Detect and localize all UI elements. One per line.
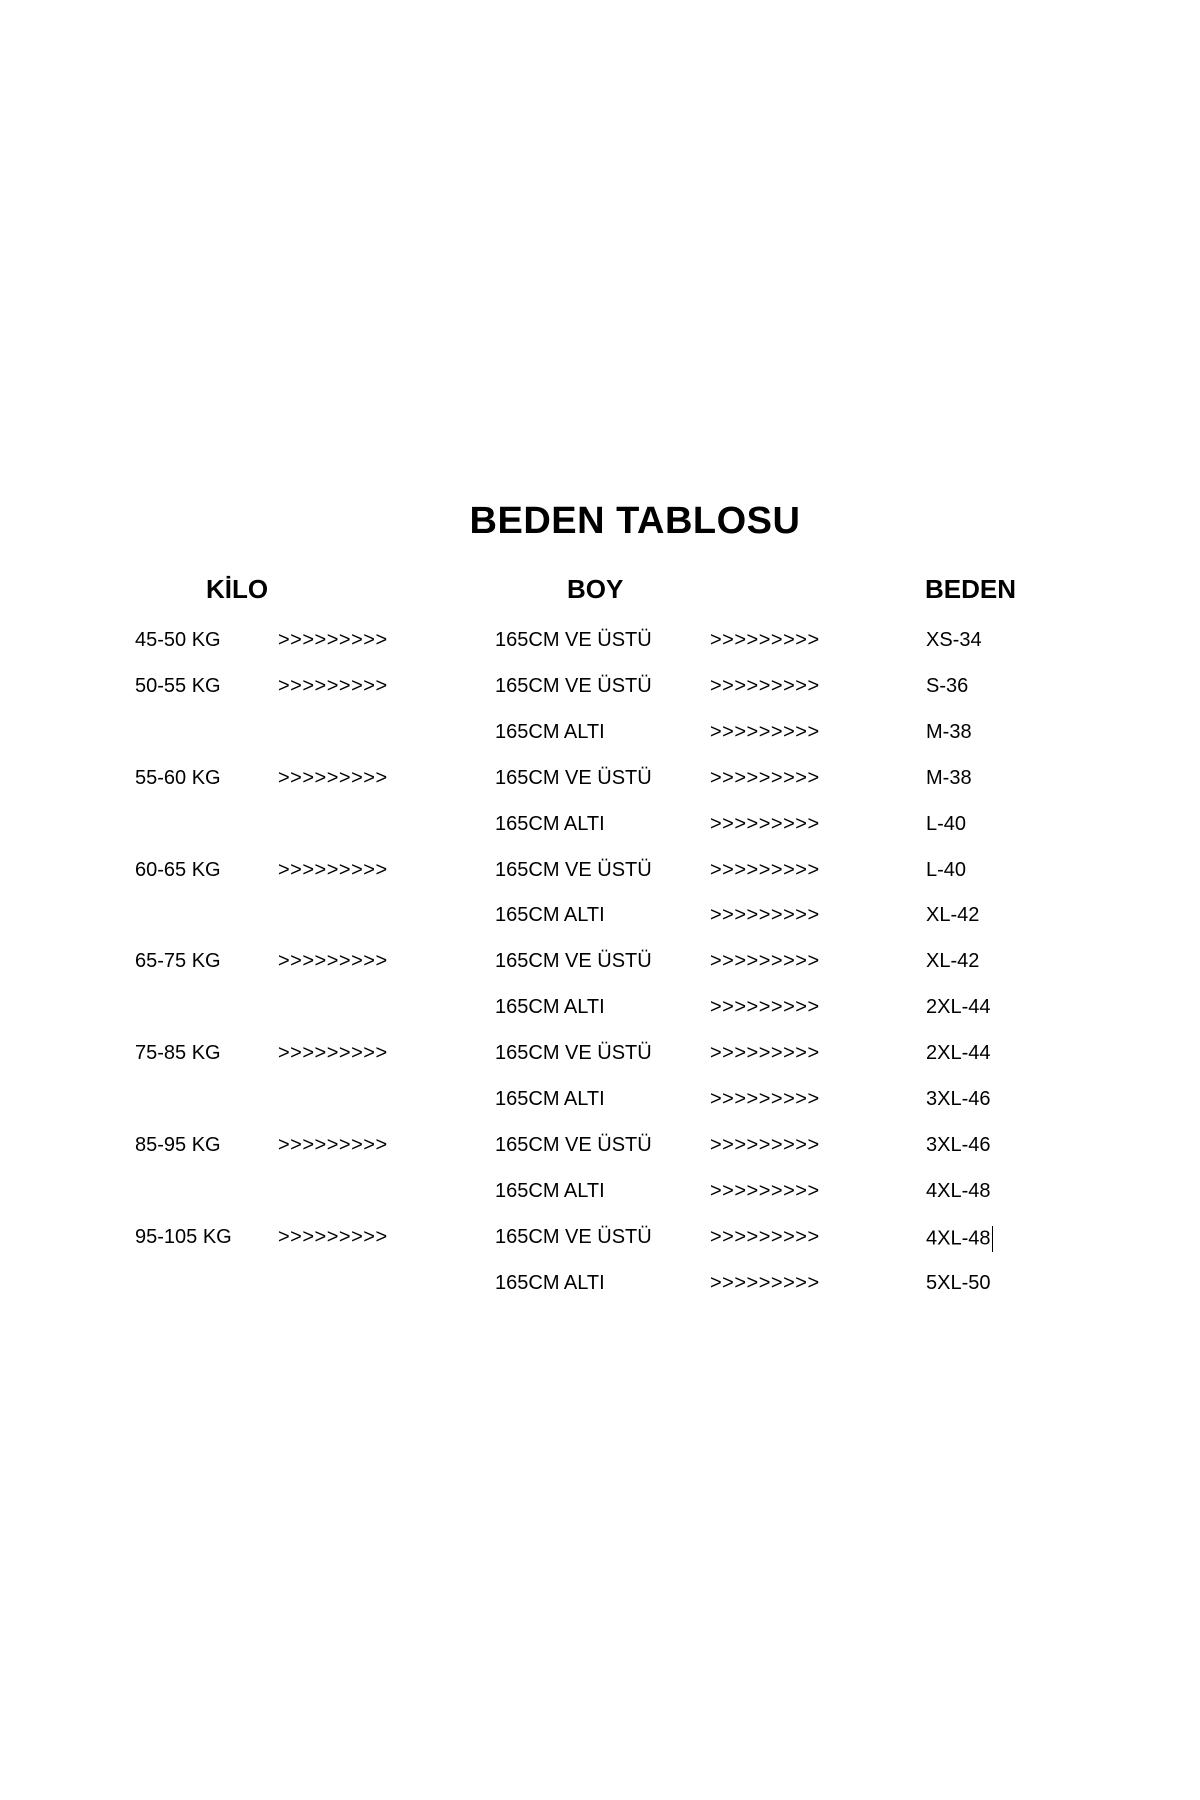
arrow-separator: >>>>>>>>>	[710, 859, 820, 881]
table-row	[0, 629, 1200, 659]
boy-cell: 165CM ALTI	[495, 1272, 605, 1294]
boy-cell: 165CM VE ÜSTÜ	[495, 950, 652, 972]
arrow-separator: >>>>>>>>>	[278, 859, 388, 881]
kilo-cell: 45-50 KG	[135, 629, 221, 651]
arrow-separator: >>>>>>>>>	[710, 1180, 820, 1202]
kilo-cell: 50-55 KG	[135, 675, 221, 697]
beden-cell: 2XL-44	[926, 996, 991, 1018]
table-row	[0, 721, 1200, 751]
table-row	[0, 767, 1200, 797]
arrow-separator: >>>>>>>>>	[710, 1226, 820, 1248]
kilo-cell: 85-95 KG	[135, 1134, 221, 1156]
kilo-cell: 55-60 KG	[135, 767, 221, 789]
table-row	[0, 950, 1200, 980]
boy-cell: 165CM ALTI	[495, 721, 605, 743]
arrow-separator: >>>>>>>>>	[710, 1134, 820, 1156]
kilo-cell: 95-105 KG	[135, 1226, 232, 1248]
column-header-boy: BOY	[567, 574, 624, 604]
arrow-separator: >>>>>>>>>	[710, 1042, 820, 1064]
beden-cell: XL-42	[926, 950, 980, 972]
kilo-cell: 60-65 KG	[135, 859, 221, 881]
boy-cell: 165CM VE ÜSTÜ	[495, 767, 652, 789]
beden-cell: 4XL-48	[926, 1226, 993, 1252]
arrow-separator: >>>>>>>>>	[710, 675, 820, 697]
arrow-separator: >>>>>>>>>	[278, 950, 388, 972]
arrow-separator: >>>>>>>>>	[278, 629, 388, 651]
arrow-separator: >>>>>>>>>	[710, 767, 820, 789]
arrow-separator: >>>>>>>>>	[710, 1272, 820, 1294]
boy-cell: 165CM ALTI	[495, 1180, 605, 1202]
table-row	[0, 904, 1200, 934]
table-row	[0, 996, 1200, 1026]
beden-cell: XL-42	[926, 904, 980, 926]
arrow-separator: >>>>>>>>>	[710, 996, 820, 1018]
table-row	[0, 1134, 1200, 1164]
boy-cell: 165CM ALTI	[495, 1088, 605, 1110]
arrow-separator: >>>>>>>>>	[710, 904, 820, 926]
boy-cell: 165CM ALTI	[495, 904, 605, 926]
beden-cell: S-36	[926, 675, 969, 697]
beden-cell: M-38	[926, 721, 972, 743]
arrow-separator: >>>>>>>>>	[710, 1088, 820, 1110]
table-row	[0, 859, 1200, 889]
boy-cell: 165CM ALTI	[495, 996, 605, 1018]
arrow-separator: >>>>>>>>>	[278, 675, 388, 697]
column-header-beden: BEDEN	[925, 574, 1017, 604]
arrow-separator: >>>>>>>>>	[278, 1134, 388, 1156]
arrow-separator: >>>>>>>>>	[278, 1226, 388, 1248]
arrow-separator: >>>>>>>>>	[710, 950, 820, 972]
beden-cell: L-40	[926, 813, 967, 835]
boy-cell: 165CM VE ÜSTÜ	[495, 629, 652, 651]
arrow-separator: >>>>>>>>>	[710, 813, 820, 835]
boy-cell: 165CM ALTI	[495, 813, 605, 835]
boy-cell: 165CM VE ÜSTÜ	[495, 1226, 652, 1248]
beden-cell: XS-34	[926, 629, 982, 651]
beden-cell: L-40	[926, 859, 967, 881]
beden-cell: 3XL-46	[926, 1134, 991, 1156]
boy-cell: 165CM VE ÜSTÜ	[495, 1042, 652, 1064]
beden-cell: 4XL-48	[926, 1180, 991, 1202]
beden-cell: 3XL-46	[926, 1088, 991, 1110]
table-row	[0, 813, 1200, 843]
text-cursor	[992, 1226, 993, 1252]
boy-cell: 165CM VE ÜSTÜ	[495, 1134, 652, 1156]
boy-cell: 165CM VE ÜSTÜ	[495, 859, 652, 881]
arrow-separator: >>>>>>>>>	[278, 767, 388, 789]
table-row	[0, 1088, 1200, 1118]
kilo-cell: 65-75 KG	[135, 950, 221, 972]
arrow-separator: >>>>>>>>>	[710, 629, 820, 651]
table-row	[0, 1042, 1200, 1072]
table-row	[0, 1226, 1200, 1256]
table-row	[0, 675, 1200, 705]
arrow-separator: >>>>>>>>>	[278, 1042, 388, 1064]
beden-cell: 5XL-50	[926, 1272, 991, 1294]
table-row	[0, 1272, 1200, 1302]
column-header-kilo: KİLO	[206, 574, 269, 604]
beden-cell: M-38	[926, 767, 972, 789]
beden-cell: 2XL-44	[926, 1042, 991, 1064]
page-title: BEDEN TABLOSU	[469, 500, 801, 542]
kilo-cell: 75-85 KG	[135, 1042, 221, 1064]
arrow-separator: >>>>>>>>>	[710, 721, 820, 743]
table-row	[0, 1180, 1200, 1210]
boy-cell: 165CM VE ÜSTÜ	[495, 675, 652, 697]
